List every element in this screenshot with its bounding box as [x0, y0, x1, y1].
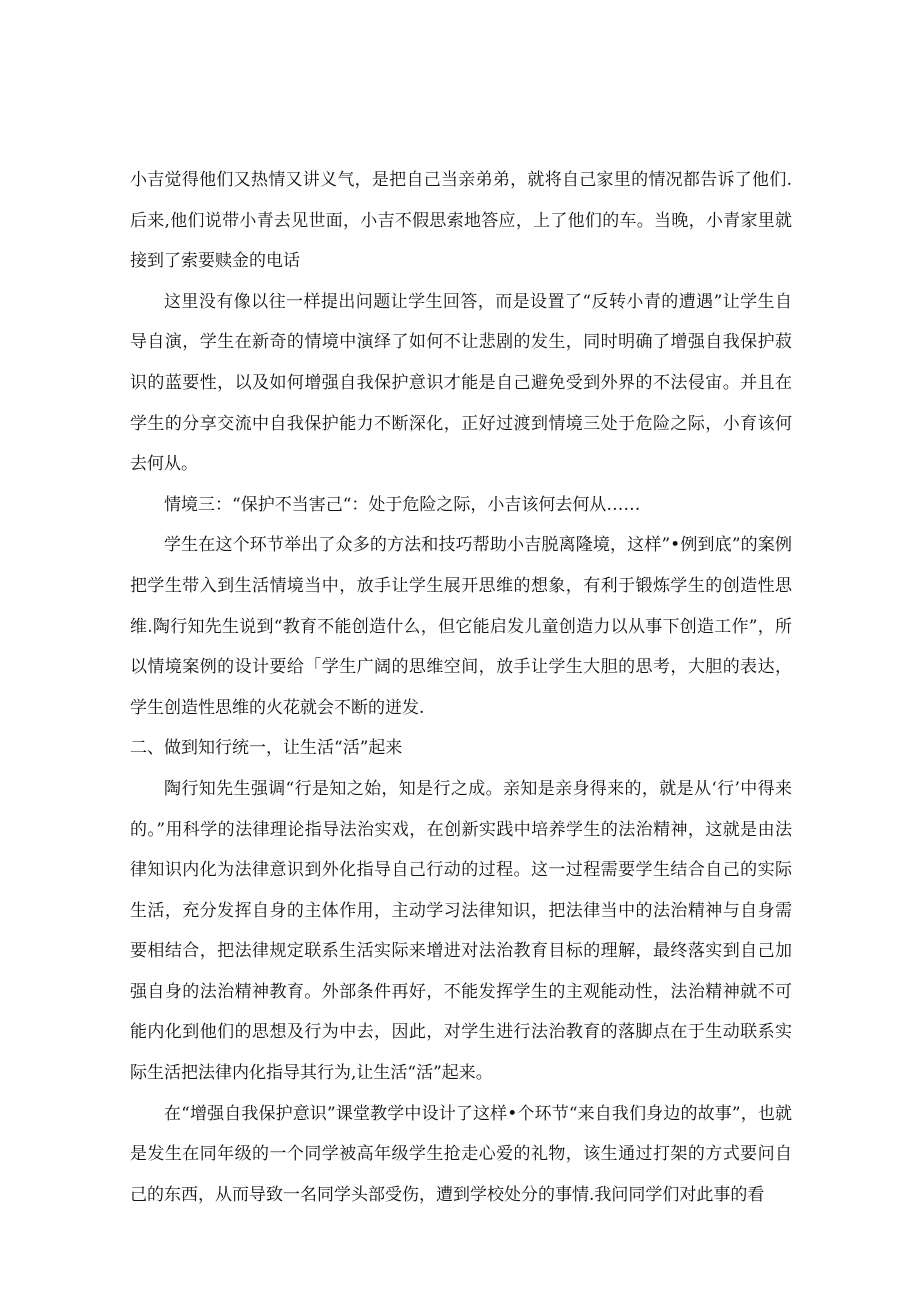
- paragraph-creative-thinking: 学生在这个环节举出了众多的方法和技巧帮助小吉脱离隆境，这样”•例到底”的案例把学生带入到生活情境当中，放手让学生展开思维的想象，有利于锻炼学生的创造性思维.陶行知先生说到“教育不能创造什么，但它能启发儿童创造力以从事下创造工作”，所以情境案例的设计要给「学生广阔的思维空间，放手让学生大胆的思考，大胆的表达，学生创造性思维的火花就会不断的迸发.: [130, 535, 792, 718]
- paragraph-classroom-story: 在“增强自我保护意识”课堂教学中设计了这样•个环节“来自我们身边的故事”，也就是发生在同年级的一个同学被高年级学生抢走心爱的礼物，该生通过打架的方式要问自己的东西，从而导致一名同学头部受伤，遭到学校处分的事情.我问同学们对此事的看: [130, 1103, 792, 1205]
- paragraph-knowledge-action: 陶行知先生强调“行是知之始，知是行之成。亲知是亲身得来的，就是从‘行’中得来的。”用科学的法律理论指导法治实戏，在创新实践中培养学生的法治精神，这就是由法律知识内化为法律意识到外化指导自己行动的过程。这一过程需要学生结合自己的实际生活，充分发挥自身的主体作用，主动学习法律知识，把法律当中的法治精神与自身需要相结合，把法律规定联系生活实际来增进对法治教育目标的理解，最终落实到自己加强自身的法治精神教育。外部条件再好，不能发挥学生的主观能动性，法治精神就不可能内化到他们的思想及行为中去，因此，对学生进行法治教育的落脚点在于生动联系实际生活把法律内化指导其行为,让生活“活”起来。: [130, 778, 792, 1084]
- paragraph-role-play-analysis: 这里没有像以往一样提出问题让学生回答，而是设置了“反转小青的遭遇”让学生自导自演，学生在新奇的情境中演绎了如何不让悲剧的发生，同时明确了增强自我保护菽识的蓝要性，以及如何增强自我保护意识才能是自己避免受到外界的不法侵宙。并且在学生的分享交流中自我保护能力不断深化，正好过渡到情境三处于危险之际，小育该何去何从。: [130, 291, 792, 475]
- document-body: [130, 160, 792, 1215]
- paragraph-story-continuation: 小吉觉得他们又热情又讲义气，是把自己当亲弟弟，就将自己家里的情况都告诉了他们.后来,他们说带小青去见世面，小吉不假思索地答应，上了他们的车。当晚，小青家里就接到了索要赎金的电话: [130, 170, 792, 272]
- section-heading: 二、做到知行统一，让生活“活”起来: [130, 738, 403, 759]
- paragraph-scenario-three: 情境三：“保护不当害己“：处于危险之际，小吉该何去何从……: [164, 494, 641, 515]
